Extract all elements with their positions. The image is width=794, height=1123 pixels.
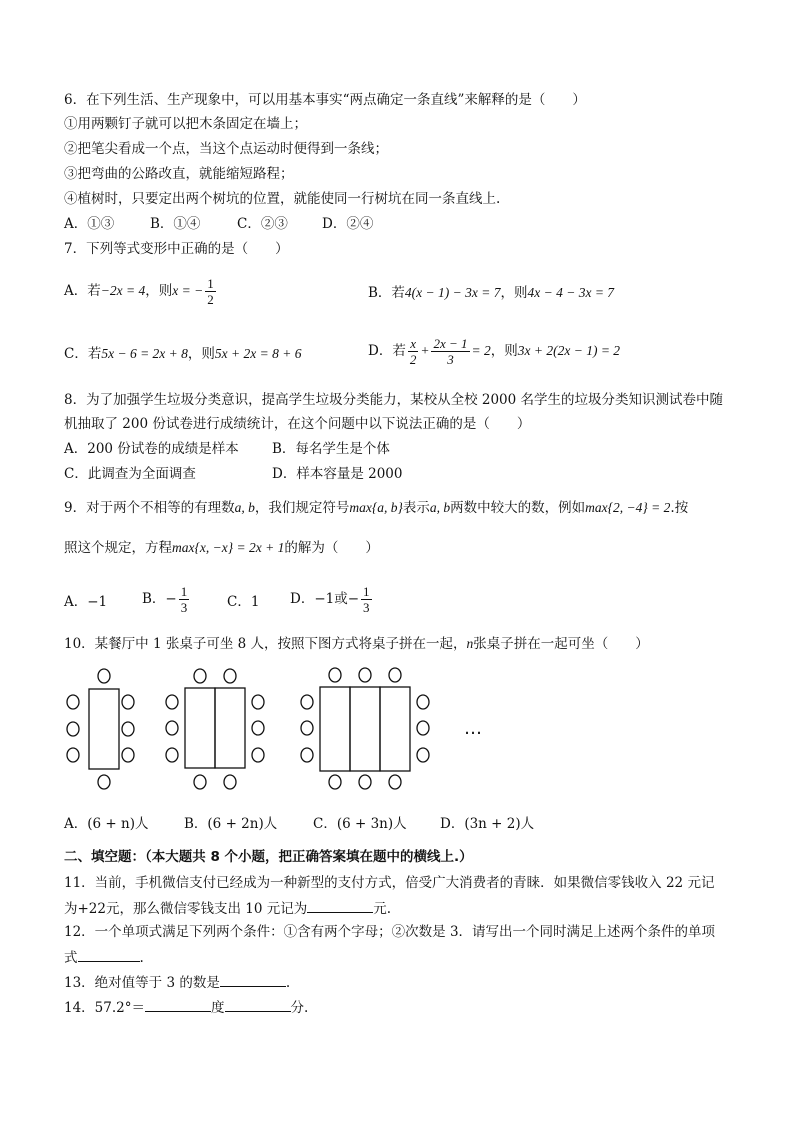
q9-l1-vars-2: a, b <box>429 500 451 515</box>
q10-option-a: A．(6 + n)人 <box>64 816 149 832</box>
q7-d-result: 3x + 2(2x − 1) = 2 <box>517 343 621 358</box>
q7-c-equation: 5x − 6 = 2x + 8 <box>101 346 188 361</box>
q7-d-f1-numerator: x <box>408 336 419 352</box>
q9-l1-vars: a, b <box>234 500 255 515</box>
seat <box>359 775 371 789</box>
q9-d-fraction <box>361 584 372 615</box>
q9-option-a: A．−1 <box>64 594 108 610</box>
q8-line-2: 机抽取了 200 份试卷进行成绩统计，在这个问题中以下说法正确的是（ ） <box>64 416 531 432</box>
seat <box>389 668 401 682</box>
q7-b-prefix: B．若 <box>368 285 405 301</box>
seat <box>329 775 341 789</box>
q11-line-2 <box>64 898 391 919</box>
q7-b-result: 4x − 4 − 3x = 7 <box>527 285 615 300</box>
q8-option-d: D．样本容量是 2000 <box>272 466 403 482</box>
q12-line-2 <box>64 947 144 968</box>
q6-item-4: ④植树时，只要定出两个树坑的位置，就能使同一行树坑在同一条直线上. <box>64 191 501 207</box>
q9-option-d <box>290 584 374 615</box>
table-2b <box>215 688 245 768</box>
q9-option-b <box>142 584 191 615</box>
seat <box>166 748 178 762</box>
q7-d-fraction-2 <box>431 336 469 367</box>
q7-d-f1-denominator: 2 <box>409 352 417 367</box>
q9-d-prefix: D．−1或− <box>290 591 360 607</box>
q7-option-d <box>368 336 620 367</box>
seat <box>194 775 206 789</box>
q7-d-f2-denominator: 3 <box>447 352 454 367</box>
seat <box>67 722 79 736</box>
q7-a-fraction <box>205 276 216 307</box>
q6-item-3: ③把弯曲的公路改直，就能缩短路程； <box>64 166 294 182</box>
table-3c <box>380 687 410 771</box>
q7-d-plus: + <box>420 343 430 358</box>
q14-text-c: 分. <box>290 1000 309 1016</box>
table-2a <box>185 688 215 768</box>
q9-b-denominator: 3 <box>180 600 188 615</box>
q9-l1-max: max{a, b} <box>349 500 403 515</box>
tables-figure <box>60 662 500 794</box>
seat <box>252 695 264 709</box>
seat <box>301 721 313 735</box>
q7-b-equation: 4(x − 1) − 3x = 7 <box>404 285 501 300</box>
q9-l2-equation: max{x, −x} = 2x + 1 <box>172 540 285 555</box>
q7-a-then: ，则 <box>145 283 173 299</box>
q14-degree-blank[interactable] <box>145 997 211 1012</box>
seat <box>301 748 313 762</box>
q7-a-prefix: A．若 <box>64 283 101 299</box>
seat <box>359 668 371 682</box>
q11-text-a: 为+22元，那么微信零钱支出 10 元记为 <box>64 901 308 917</box>
q9-b-fraction <box>179 584 190 615</box>
q9-l1-example: max{2, −4} = 2 <box>585 500 671 515</box>
seat <box>417 695 429 709</box>
q7-d-prefix: D．若 <box>368 343 406 359</box>
q9-line-2 <box>64 538 379 558</box>
q9-line-1 <box>64 498 688 518</box>
q12-text-a: 式 <box>64 950 78 966</box>
q6-option-d: D．②④ <box>322 216 374 232</box>
q7-c-then: ，则 <box>187 346 215 362</box>
q10-stem-n: n <box>466 636 474 651</box>
seat <box>67 695 79 709</box>
q7-c-prefix: C．若 <box>64 346 102 362</box>
q7-option-b <box>368 283 614 303</box>
seat <box>389 775 401 789</box>
q9-l1-a: 9．对于两个不相等的有理数 <box>64 500 235 516</box>
q10-stem-b: 张桌子拼在一起可坐（ ） <box>473 636 649 652</box>
q6-item-2: ②把笔尖看成一个点，当这个点运动时便得到一条线； <box>64 141 388 157</box>
q7-a-result: x = − <box>172 283 204 298</box>
seat <box>194 669 206 683</box>
q9-l2-c: 的解为（ ） <box>284 540 379 556</box>
table-3b <box>350 687 380 771</box>
q10-option-c: C．(6 + 3n)人 <box>313 816 407 832</box>
q8-line-1: 8．为了加强学生垃圾分类意识，提高学生垃圾分类能力，某校从全校 2000 名学生的垃圾分类知识测试卷中随 <box>64 392 724 408</box>
seat <box>301 695 313 709</box>
q9-l1-e: 表示 <box>402 500 430 516</box>
seat <box>417 748 429 762</box>
seat <box>252 721 264 735</box>
table-3a <box>320 687 350 771</box>
q7-a-denominator: 2 <box>207 292 214 307</box>
q12-answer-blank[interactable] <box>78 947 140 962</box>
seat <box>98 775 110 789</box>
seat <box>67 748 79 762</box>
seat <box>224 669 236 683</box>
q7-option-a <box>64 276 218 307</box>
seat <box>122 695 134 709</box>
q7-d-then: ，则 <box>490 343 518 359</box>
table-1 <box>89 689 119 769</box>
section-2-heading: 二、填空题：（本大题共 8 个小题，把正确答案填在题中的横线上.） <box>64 849 473 865</box>
q9-l1-g: 两数中较大的数，例如 <box>450 500 586 516</box>
q12-text-b: . <box>139 950 144 966</box>
q13-line <box>64 972 290 993</box>
seat <box>252 748 264 762</box>
q11-text-b: 元. <box>373 901 392 917</box>
q8-option-b: B．每名学生是个体 <box>272 441 390 457</box>
q8-option-a: A．200 份试卷的成绩是样本 <box>64 441 239 457</box>
q6-item-1: ①用两颗钉子就可以把木条固定在墙上； <box>64 116 307 132</box>
q10-stem-a: 10．某餐厅中 1 张桌子可坐 8 人，按照下图方式将桌子拼在一起， <box>64 636 467 652</box>
q9-b-numerator: 1 <box>180 584 188 599</box>
q7-d-fraction-1 <box>408 336 419 367</box>
q7-a-numerator: 1 <box>207 276 214 291</box>
q7-option-c <box>64 344 302 364</box>
seat <box>166 721 178 735</box>
q7-b-then: ，则 <box>500 285 528 301</box>
q10-option-b: B．(6 + 2n)人 <box>184 816 278 832</box>
q9-d-denominator: 3 <box>363 600 370 615</box>
q14-text-b: 度 <box>211 1000 225 1016</box>
q6-option-c: C．②③ <box>237 216 288 232</box>
q14-text-a: 14．57.2°＝ <box>64 1000 145 1016</box>
q6-option-b: B．①④ <box>150 216 201 232</box>
q9-l1-c: ，我们规定符号 <box>254 500 350 516</box>
q7-a-equation: −2x = 4 <box>100 283 146 298</box>
q12-line-1: 12．一个单项式满足下列两个条件：①含有两个字母；②次数是 3．请写出一个同时满足上述两个条件的单项 <box>64 924 716 940</box>
seat <box>417 721 429 735</box>
seat <box>122 748 134 762</box>
seat <box>122 722 134 736</box>
q9-option-c: C．1 <box>227 594 260 610</box>
q10-stem <box>64 634 649 654</box>
q11-line-1: 11．当前，手机微信支付已经成为一种新型的支付方式，倍受广大消费者的青睐．如果微信零钱收入 22 元记 <box>64 875 715 891</box>
q8-option-c: C．此调查为全面调查 <box>64 466 196 482</box>
q9-d-numerator: 1 <box>363 584 370 599</box>
q11-answer-blank[interactable] <box>307 898 373 913</box>
seat <box>329 668 341 682</box>
q6-option-a: A．①③ <box>64 216 115 232</box>
q7-stem: 7．下列等式变形中正确的是（ ） <box>64 241 289 257</box>
q14-line <box>64 997 308 1018</box>
q10-option-d: D．(3n + 2)人 <box>440 816 535 832</box>
q7-d-rhs: = 2 <box>471 343 491 358</box>
q6-stem: 6．在下列生活、生产现象中，可以用基本事实“两点确定一条直线”来解释的是（ ） <box>64 92 586 108</box>
q9-b-prefix: B．− <box>142 591 177 607</box>
q13-text-a: 13．绝对值等于 3 的数是 <box>64 975 220 991</box>
q9-l1-i: .按 <box>670 500 689 516</box>
q13-text-b: . <box>285 975 291 991</box>
seat <box>166 695 178 709</box>
q9-l2-a: 照这个规定，方程 <box>64 540 172 556</box>
seat <box>224 775 236 789</box>
q13-answer-blank[interactable] <box>220 972 286 987</box>
figure-ellipsis: … <box>464 718 482 739</box>
seat <box>98 669 110 683</box>
q14-minute-blank[interactable] <box>225 997 291 1012</box>
q7-c-result: 5x + 2x = 8 + 6 <box>214 346 302 361</box>
q7-d-f2-numerator: 2x − 1 <box>433 336 468 351</box>
